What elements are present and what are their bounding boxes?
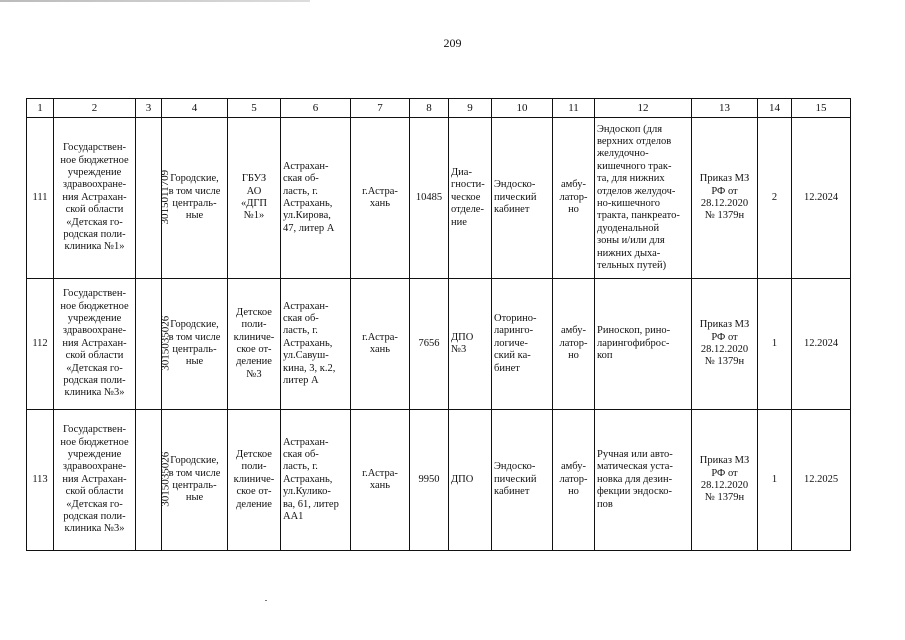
inn-cell [136,279,172,410]
order-reference: Приказ МЗ РФ от 28.12.2020 № 1379н [692,279,758,410]
quantity: 1 [758,279,792,410]
column-header: 9 [449,99,492,118]
deadline: 12.2025 [792,410,851,551]
cabinet: Эндоско- пический кабинет [492,118,553,279]
column-header: 1 [27,99,54,118]
unit: ДПО [449,410,492,551]
quantity: 1 [758,410,792,551]
unit: Диа- гности- ческое отделе- ние [449,118,492,279]
inn-code: 3015011709 [159,170,172,225]
row-number: 111 [27,118,54,279]
column-header: 3 [136,99,162,118]
column-header: 11 [553,99,595,118]
division-name: Детское поли- клиниче- ское от- деление [228,410,281,551]
column-header: 13 [692,99,758,118]
unit: ДПО №3 [449,279,492,410]
settlement-type: Городские, в том числе централь- ные [162,118,228,279]
equipment: Ручная или авто- матическая уста- новка для дезин- фекции эндоско- пов [595,410,692,551]
column-header: 4 [162,99,228,118]
care-form: амбу- латор- но [553,410,595,551]
settlement-type: Городские, в том числе централь- ные [162,410,228,551]
cabinet: Оторино- ларинго- логиче- ский ка- бинет [492,279,553,410]
inn-cell [136,410,172,551]
column-header: 14 [758,99,792,118]
deadline: 12.2024 [792,279,851,410]
table-row [27,279,851,410]
equipment-table [26,98,851,551]
table-row [27,410,851,551]
column-header: 6 [281,99,351,118]
inn-code: 3015035026 [159,452,172,507]
row-number: 112 [27,279,54,410]
column-header: 7 [351,99,410,118]
division-name: ГБУЗ АО «ДГП №1» [228,118,281,279]
scan-speck [265,600,267,601]
address: Астрахан- ская об- ласть, г. Астрахань, ул.Савуш- кина, 3, к.2, литер А [281,279,351,410]
organization-name: Государствен- ное бюджетное учреждение здравоохране- ния Астрахан- ской области «Детская го- родская поли- клиника №3» [54,279,136,410]
column-header: 10 [492,99,553,118]
inn-cell [136,118,172,279]
column-header: 2 [54,99,136,118]
cabinet: Эндоско- пический кабинет [492,410,553,551]
division-name: Детское поли- клиниче- ское от- деление №3 [228,279,281,410]
inn-code: 3015035026 [159,316,172,371]
table-row [27,118,851,279]
city: г.Астра- хань [351,118,410,279]
column-header: 12 [595,99,692,118]
settlement-type: Городские, в том числе централь- ные [162,279,228,410]
care-form: амбу- латор- но [553,118,595,279]
city: г.Астра- хань [351,279,410,410]
deadline: 12.2024 [792,118,851,279]
row-number: 113 [27,410,54,551]
column-header: 15 [792,99,851,118]
order-reference: Приказ МЗ РФ от 28.12.2020 № 1379н [692,410,758,551]
index-value: 9950 [410,410,449,551]
column-header: 8 [410,99,449,118]
top-rule [0,0,310,2]
index-value: 7656 [410,279,449,410]
header-row [27,99,851,118]
order-reference: Приказ МЗ РФ от 28.12.2020 № 1379н [692,118,758,279]
index-value: 10485 [410,118,449,279]
address: Астрахан- ская об- ласть, г. Астрахань, ул.Кирова, 47, литер А [281,118,351,279]
city: г.Астра- хань [351,410,410,551]
equipment: Риноскоп, рино- ларингофиброс- коп [595,279,692,410]
column-header: 5 [228,99,281,118]
organization-name: Государствен- ное бюджетное учреждение здравоохране- ния Астрахан- ской области «Детская го- родская поли- клиника №1» [54,118,136,279]
address: Астрахан- ская об- ласть, г. Астрахань, ул.Кулико- ва, 61, литер АА1 [281,410,351,551]
equipment: Эндоскоп (для верхних отделов желудочно- кишечного трак- та, для нижних отделов желудоч- но-кишечного тракта, панкреато- дуоденальной зоны и/или для нижних дыха- тельных путей) [595,118,692,279]
care-form: амбу- латор- но [553,279,595,410]
organization-name: Государствен- ное бюджетное учреждение здравоохране- ния Астрахан- ской области «Детская го- родская поли- клиника №3» [54,410,136,551]
page-number: 209 [443,36,462,50]
quantity: 2 [758,118,792,279]
